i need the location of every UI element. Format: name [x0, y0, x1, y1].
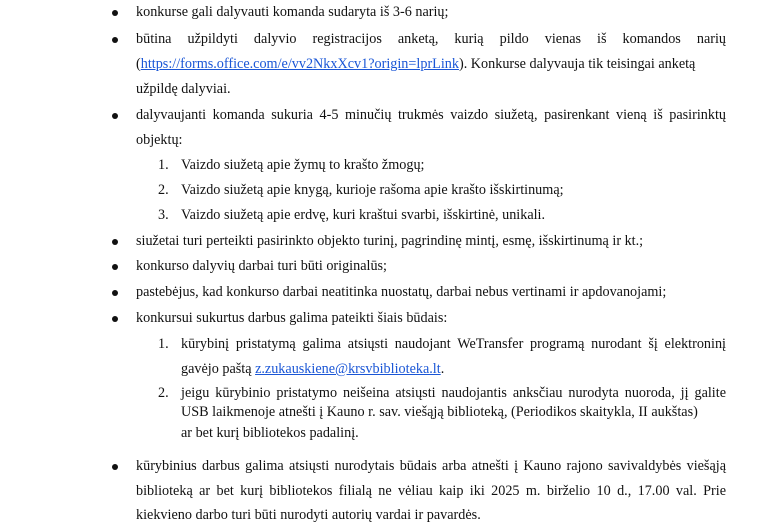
sub-item-text: gavėjo paštą z.zukauskiene@krsvbiblioteka.lt. — [181, 361, 445, 377]
list-item-text: (https://forms.office.com/e/vv2NkxXcv1?origin=lprLink). Konkurse dalyvauja tik teisingai anketą — [136, 56, 696, 72]
list-item-text: kūrybinius darbus galima atsiųsti nurodytais būdais arba atnešti į Kauno rajono savivaldybės viešąją — [136, 458, 726, 474]
sub-item-number: 3. — [158, 207, 169, 223]
list-item-text: konkursui sukurtus darbus galima pateikti šiais būdais: — [136, 310, 448, 326]
bullet-icon — [112, 464, 118, 470]
sub-item-text: Vaizdo siužetą apie knygą, kurioje rašoma apie krašto išskirtinumą; — [181, 182, 564, 198]
sub-item-text: ar bet kurį bibliotekos padalinį. — [181, 425, 359, 441]
registration-form-link[interactable]: https://forms.office.com/e/vv2NkxXcv1?origin=lprLink — [140, 56, 459, 72]
sub-item-number: 2. — [158, 182, 169, 198]
list-item-text: pastebėjus, kad konkurso darbai neatitinka nuostatų, darbai nebus vertinami ir apdovanojami; — [136, 284, 667, 300]
list-item-text: būtina užpildyti dalyvio registracijos anketą, kurią pildo vienas iš komandos narių — [136, 31, 726, 47]
list-item-text: biblioteką ar bet kurį bibliotekos filialą ne vėliau kaip iki 2025 m. birželio 10 d., 17.00 val. Prie — [136, 483, 726, 499]
sub-item-number: 1. — [158, 336, 169, 352]
list-item-text: konkurso dalyvių darbai turi būti originalūs; — [136, 258, 388, 274]
list-item-text: užpildę dalyviai. — [136, 81, 231, 97]
sub-item-number: 1. — [158, 157, 169, 173]
bullet-icon — [112, 239, 118, 245]
bullet-icon — [112, 10, 118, 16]
sub-item-text: Vaizdo siužetą apie erdvę, kuri kraštui svarbi, išskirtinė, unikali. — [181, 207, 546, 223]
sub-item-number: 2. — [158, 385, 169, 401]
bullet-icon — [112, 37, 118, 43]
bullet-icon — [112, 316, 118, 322]
bullet-icon — [112, 113, 118, 119]
bullet-icon — [112, 290, 118, 296]
list-item-text: objektų: — [136, 132, 183, 148]
list-item-text: siužetai turi perteikti pasirinkto objekto turinį, pagrindinę mintį, esmę, išskirtinumą ir kt.; — [136, 233, 644, 249]
sub-item-text: kūrybinį pristatymą galima atsiųsti naudojant WeTransfer programą nurodant šį elektroninį — [181, 336, 726, 352]
list-item-text: konkurse gali dalyvauti komanda sudaryta iš 3-6 narių; — [136, 4, 449, 20]
bullet-icon — [112, 264, 118, 270]
sub-item-text: USB laikmenoje atnešti į Kauno r. sav. viešąją biblioteką, (Periodikos skaitykla, II aukštas) — [181, 404, 698, 420]
list-item-text: kiekvieno darbo turi būti nurodyti autorių vardai ir pavardės. — [136, 507, 481, 523]
list-item-text: dalyvaujanti komanda sukuria 4-5 minučių trukmės vaizdo siužetą, pasirenkant vieną iš pasirinktų — [136, 107, 726, 123]
email-link[interactable]: z.zukauskiene@krsvbiblioteka.lt — [255, 361, 441, 377]
sub-item-text: jeigu kūrybinio pristatymo neišeina atsiųsti naudojantis anksčiau nurodyta nuoroda, jį galite — [181, 385, 726, 401]
sub-item-text: Vaizdo siužetą apie žymų to krašto žmogų; — [181, 157, 425, 173]
